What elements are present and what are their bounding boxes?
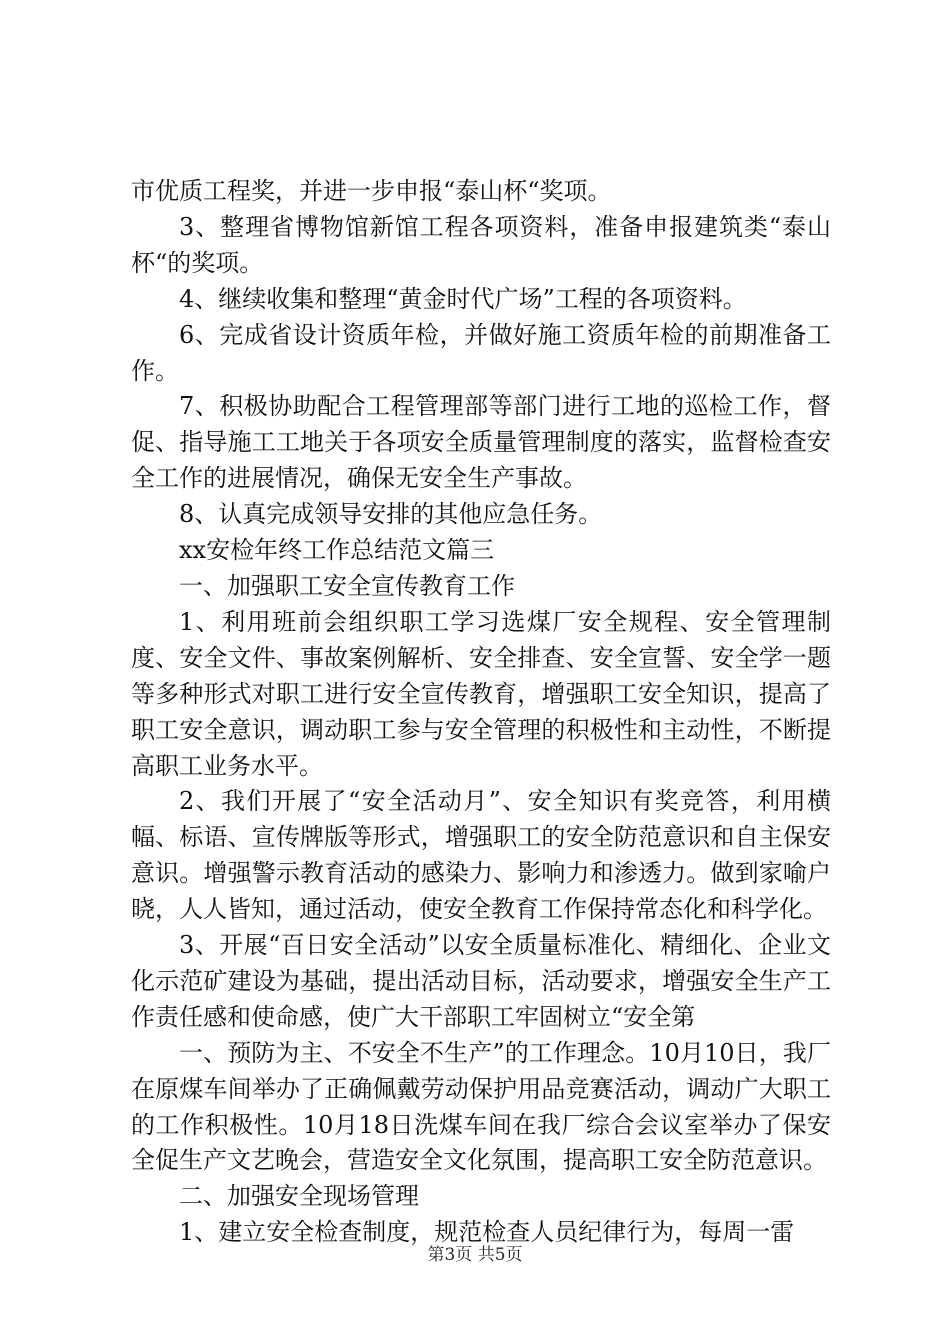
section-heading: 一、加强职工安全宣传教育工作 [179,571,515,600]
page-number: 第3页 共5页 [427,1245,523,1265]
paragraph: 一、预防为主、不安全不生产”的工作理念。10月10日，我厂在原煤车间举办了正确佩戴劳动保护用品竞赛活动，调动广大职工的工作积极性。10月18日洗煤车间在我厂综合会议室举办了保安全促生产文艺晚会，营造安全文化氛围，提高职工安全防范意识。 [131,1038,831,1175]
paragraph: 6、完成省设计资质年检，并做好施工资质年检的前期准备工作。 [131,320,831,385]
paragraph: 7、积极协助配合工程管理部等部门进行工地的巡检工作，督促、指导施工工地关于各项安全质量管理制度的落实，监督检查安全工作的进展情况，确保无安全生产事故。 [131,392,831,493]
paragraph: 1、利用班前会组织职工学习选煤厂安全规程、安全管理制度、安全文件、事故案例解析、安全排查、安全宣誓、安全学一题等多种形式对职工进行安全宣传教育，增强职工安全知识，提高了职工安全意识，调动职工参与安全管理的积极性和主动性，不断提高职工业务水平。 [131,607,831,780]
paragraph: 市优质工程奖，并进一步申报“泰山杯“奖项。 [131,177,612,205]
section-heading: 二、加强安全现场管理 [179,1182,419,1211]
paragraph: 8、认真完成领导安排的其他应急任务。 [179,500,603,529]
paragraph: 3、整理省博物馆新馆工程各项资料，准备申报建筑类“泰山杯“的奖项。 [131,212,831,277]
paragraph: 2、我们开展了“安全活动月”、安全知识有奖竞答，利用横幅、标语、宣传牌版等形式，增强职工的安全防范意识和自主保安意识。增强警示教育活动的感染力、影响力和渗透力。做到家喻户晓，人人皆知，通过活动，使安全教育工作保持常态化和科学化。 [131,787,831,924]
paragraph: 1、建立安全检查制度，规范检查人员纪律行为，每周一雷 [179,1218,795,1247]
section-heading: xx安检年终工作总结范文篇三 [179,536,495,565]
paragraph: 3、开展“百日安全活动”以安全质量标准化、精细化、企业文化示范矿建设为基础，提出活动目标，活动要求，增强安全生产工作责任感和使命感，使广大干部职工牢固树立“安全第 [131,931,831,1031]
document-body [131,174,831,1251]
paragraph: 4、继续收集和整理“黄金时代广场”工程的各项资料。 [179,284,747,313]
